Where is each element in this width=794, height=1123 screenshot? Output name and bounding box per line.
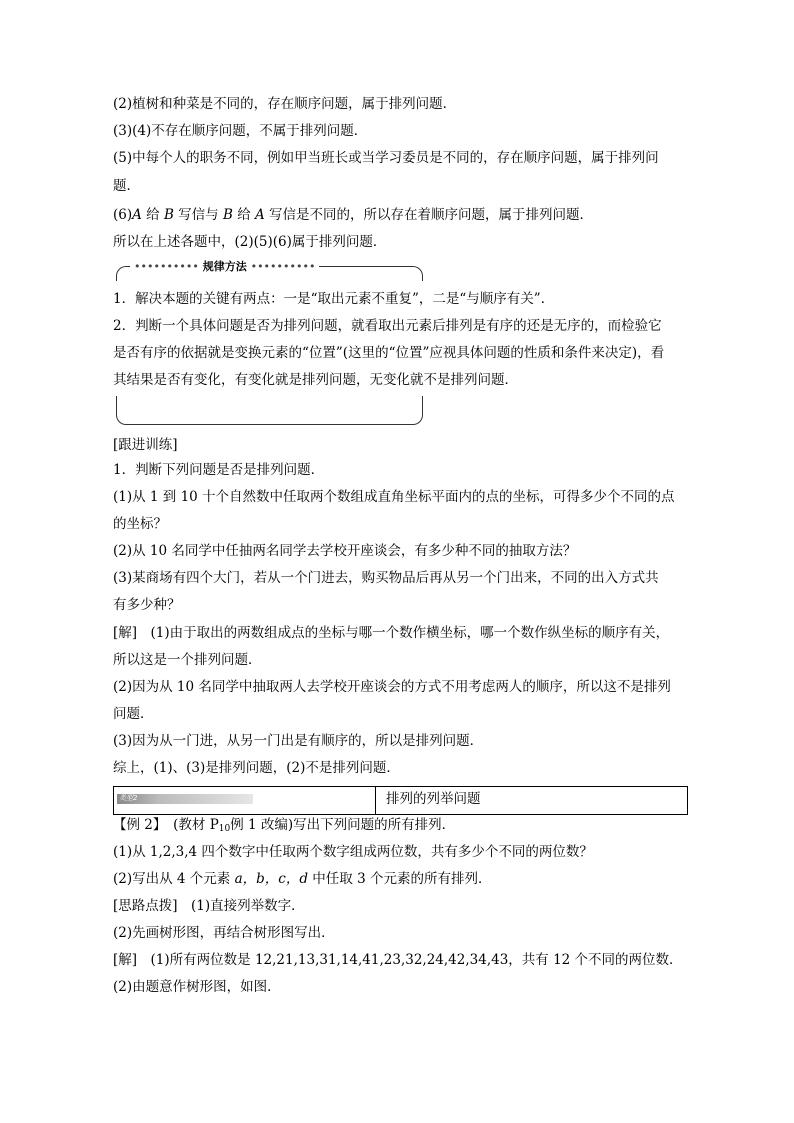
text-line: 1．解决本题的关键有两点：一是“取出元素不重复”，二是“与顺序有关”． — [113, 291, 555, 307]
text-line — [113, 866, 491, 892]
dots-decoration: •••••••••• — [250, 260, 316, 273]
text-line — [113, 202, 593, 228]
math-var: B — [163, 207, 174, 223]
math-var: A — [255, 207, 265, 223]
topic-header-table — [113, 786, 688, 815]
example-heading — [113, 812, 455, 838]
text-line: 其结果是否有变化，有变化就是排列问题，无变化就不是排列问题． — [113, 372, 518, 388]
dots-decoration: •••••••••• — [134, 260, 199, 273]
text-line: 是否有序的依据就是变换元素的“位置”(这里的“位置”应视具体问题的性质和条件来决定)，看 — [113, 345, 665, 361]
text-line: (2)从 10 名同学中任抽两名同学去学校开座谈会，有多少种不同的抽取方法？ — [113, 543, 577, 559]
text-line: 2．判断一个具体问题是否为排列问题，就看取出元素后排列是有序的还是无序的，而检验它 — [113, 318, 662, 334]
section-heading: [跟进训练] — [113, 437, 178, 453]
text-line: 的坐标？ — [113, 516, 167, 532]
text-span: (2)写出从 4 个元素 — [113, 871, 235, 887]
topic-badge-cell — [114, 787, 376, 814]
math-var: a，b，c，d — [234, 871, 308, 887]
text-line: (2)植树和种菜是不同的，存在顺序问题，属于排列问题． — [113, 96, 457, 112]
text-line: [思路点拨] (1)直接列举数字． — [113, 898, 305, 914]
text-line: (2)先画树形图，再结合树形图写出． — [113, 925, 335, 941]
math-var: B — [222, 207, 233, 223]
topic-title: 排列的列举问题 — [386, 791, 481, 807]
text-line: (1)从 1 到 10 十个自然数中任取两个数组成直角坐标平面内的点的坐标，可得多少个不同的点 — [113, 489, 675, 505]
text-line: (5)中每个人的职务不同，例如甲当班长或当学习委员是不同的，存在顺序问题，属于排列问 — [113, 150, 659, 166]
text-line: 有多少种？ — [113, 597, 181, 613]
text-line: (3)某商场有四个大门，若从一个门进去，购买物品后再从另一个门出来，不同的出入方式共 — [113, 570, 659, 586]
text-line: (3)(4)不存在顺序问题，不属于排列问题． — [113, 123, 368, 139]
text-span: 例 1 改编)写出下列问题的所有排列． — [230, 817, 456, 833]
method-box-title — [130, 259, 319, 275]
method-box-bottom-border — [116, 396, 423, 425]
text-line: 1．判断下列问题是否是排列问题． — [113, 462, 325, 478]
text-line: [解] (1)由于取出的两数组成点的坐标与哪一个数作横坐标，哪一个数作纵坐标的顺序有关， — [113, 625, 670, 641]
text-line: (2)因为从 10 名同学中抽取两人去学校开座谈会的方式不用考虑两人的顺序，所以这不是排列 — [113, 679, 671, 695]
text-line: (3)因为从一门进，从另一门出是有顺序的，所以是排列问题． — [113, 733, 484, 749]
method-title-text: 规律方法 — [202, 260, 247, 273]
text-line: 综上，(1)、(3)是排列问题，(2)不是排列问题． — [113, 760, 400, 776]
text-line: 所以在上述各题中，(2)(5)(6)属于排列问题． — [113, 234, 387, 250]
text-span: (6) — [113, 207, 133, 223]
text-span: 给 — [141, 207, 164, 223]
text-span: 给 — [232, 207, 255, 223]
text-span: 写信是不同的，所以存在着顺序问题，属于排列问题． — [264, 207, 594, 223]
text-line: [解] (1)所有两位数是 12,21,13,31,14,41,23,32,24,42,34,43，共有 12 个不同的两位数． — [113, 952, 683, 968]
subscript: 10 — [218, 824, 231, 834]
text-line: 题． — [113, 178, 140, 194]
text-span: 【例 2】 (教材 P — [113, 817, 219, 833]
text-span: 写信与 — [173, 207, 223, 223]
text-line: (2)由题意作树形图，如图． — [113, 979, 281, 995]
text-line: (1)从 1,2,3,4 四个数字中任取两个数字组成两位数，共有多少个不同的两位数？ — [113, 844, 593, 860]
text-span: 中任取 3 个元素的所有排列． — [308, 871, 492, 887]
text-line: 问题． — [113, 706, 154, 722]
math-var: A — [132, 207, 142, 223]
topic-badge-label: 类型2 — [119, 794, 138, 802]
text-line: 所以这是一个排列问题． — [113, 652, 262, 668]
